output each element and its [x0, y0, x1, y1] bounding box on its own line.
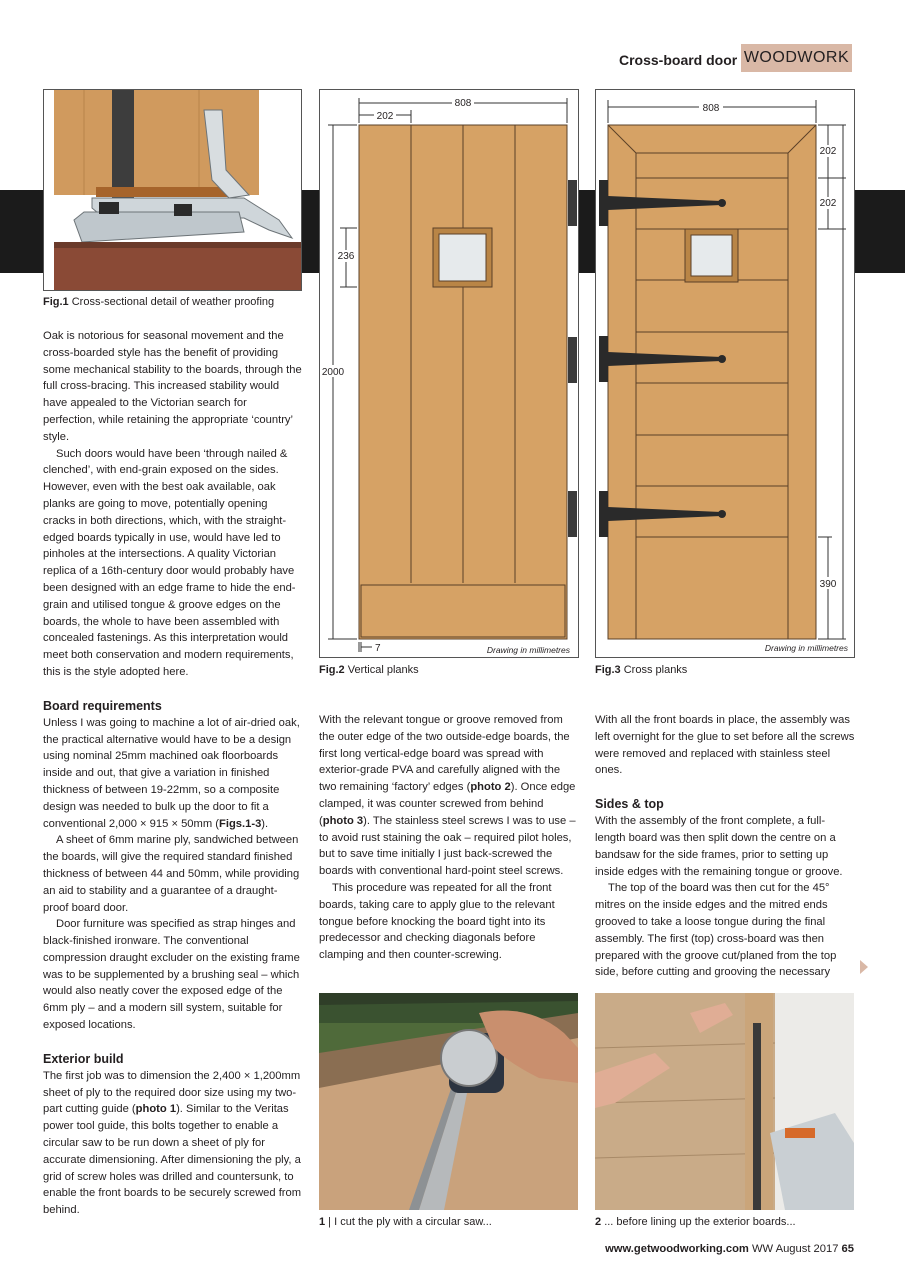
heading-sides-top: Sides & top — [595, 797, 664, 812]
fig2-vertical-planks-drawing — [319, 89, 579, 658]
photo2-caption — [595, 1216, 796, 1228]
footer-url[interactable]: www.getwoodworking.com — [605, 1243, 749, 1255]
photo3-reference: photo 3 — [322, 814, 364, 827]
decorative-band-right — [854, 190, 905, 273]
body-column-2 — [319, 712, 579, 964]
body-column-3 — [595, 712, 855, 981]
col3-paragraph-2: With the assembly of the front complete, a full-length board was then split down the centre on a bandsaw for the side frames, prior to setting up inside edges with the remaining tongue or groove. — [595, 815, 843, 878]
col1-paragraph-5: Door furniture was specified as strap hinges and black-finished ironware. The conventional compression draught excluder on the existing frame was to be supplemented by a brushing seal – which would also neatly cover the exposed edge of the 6mm ply – and a modern sill system, suitable for exposed locations. — [43, 918, 300, 1032]
fig3-illustration — [596, 90, 854, 657]
fig3-caption — [595, 664, 687, 676]
photo1-caption-text: I cut the ply with a circular saw... — [334, 1216, 492, 1228]
fig2-illustration — [320, 90, 578, 657]
section-tag: WOODWORK — [741, 44, 852, 72]
photo2-number: 2 — [595, 1216, 602, 1228]
decorative-band-left — [0, 190, 44, 273]
figs-reference: Figs.1-3 — [219, 817, 262, 830]
fig3-dim-top1: 202 — [819, 146, 837, 157]
page-footer — [605, 1243, 854, 1255]
col3-paragraph-3: The top of the board was then cut for the 45° mitres on the inside edges and the mitred ends grooved to take a loose tongue during the final assembly. The first (top) cross-board was then prepared with the groove cut/planed from the top side, before cutting and grooving the necessary — [595, 882, 837, 979]
photo2-image — [595, 993, 854, 1210]
col1-paragraph-1: Oak is notorious for seasonal movement and the cross-boarded style has the benefit of providing some mechanical stability to the boards, through the full cross-bracing. This increased stability would have appealed to the Victorian search for perfection, while retaining the appropriate ‘country’ style. — [43, 330, 302, 443]
decorative-band-gap-2 — [578, 190, 595, 273]
fig2-dim-plank: 202 — [376, 111, 394, 122]
photo1-reference: photo 1 — [135, 1103, 177, 1116]
col1-paragraph-2: Such doors would have been ‘through nailed & clenched’, with end-grain exposed on the sides. However, even with the best oak available, oak planks are going to move, potentially opening cracks in both directions, which, with the straight-edged boards typically in use, would have led to pinholes at the intersections. A quality Victorian replica of a 16th-century door would probably have been designed with an edge frame to hide the end-grain and utilised tongue & groove edges on the boards, the whole to have been assembled with concealed fastenings. As this interpretation would meet both conservation and modern requirements, this is the style adopted here. — [43, 447, 296, 678]
photo1-image — [319, 993, 578, 1210]
col1-paragraph-3: Unless I was going to machine a lot of air-dried oak, the practical alternative would have to be a design using nominal 25mm machined oak floorboards inside and out, that give a variation in finished thickness of between 19-22mm, so a composite design was needed to bulk up the door to fit a conventional 2,000 × 915 × 50mm (Figs.1-3). — [43, 716, 300, 830]
decorative-band-gap-1 — [301, 190, 319, 273]
page-number: 65 — [841, 1243, 854, 1255]
fig3-dim-top2: 202 — [819, 198, 837, 209]
fig3-cross-planks-drawing — [595, 89, 855, 658]
body-column-1 — [43, 328, 302, 1219]
col2-paragraph-2: This procedure was repeated for all the front boards, taking care to apply glue to the relevant tongue before knocking the board tight into its predecessor and checking diagonals before clamping and then counter-screwing. — [319, 881, 555, 962]
photo2-reference: photo 2 — [470, 781, 511, 794]
fig2-dim-window: 236 — [337, 251, 355, 262]
fig3-units-note: Drawing in millimetres — [764, 643, 848, 653]
fig2-dim-height: 2000 — [321, 367, 345, 378]
col1-paragraph-4: A sheet of 6mm marine ply, sandwiched between the boards, will give the required standard finished thickness of between 44 and 50mm, while providing an aid to stability and a guarantee of a draught-proof board door. — [43, 834, 300, 914]
footer-issue: WW August 2017 — [752, 1243, 839, 1255]
col1-paragraph-6: The first job was to dimension the 2,400 × 1,200mm sheet of ply to the required door size using my two-part cutting guide (photo 1). Similar to the Veritas power tool guide, this bolts together to enable a circular saw to be run down a sheet of ply for accurate dimensioning. After dimensioning the ply, a grid of screw holes was drilled and countersunk, to enable the front boards to be securely screwed from behind. — [43, 1069, 302, 1217]
fig1-caption-text: Cross-sectional detail of weather proofing — [71, 296, 275, 308]
photo1-circular-saw — [319, 993, 578, 1210]
fig3-caption-text: Cross planks — [623, 664, 688, 676]
fig1-illustration — [44, 90, 301, 290]
continue-arrow-icon — [860, 960, 868, 974]
fig1-weatherproofing-diagram — [43, 89, 302, 291]
fig3-label: Fig.3 — [595, 664, 621, 676]
fig2-dim-width: 808 — [454, 98, 472, 109]
fig2-caption — [319, 664, 419, 676]
fig2-units-note: Drawing in millimetres — [486, 645, 570, 655]
fig2-dim-gap: 7 — [375, 643, 381, 654]
photo1-caption: 1 | I cut the ply with a circular saw... — [319, 1216, 492, 1228]
heading-board-requirements: Board requirements — [43, 698, 162, 713]
fig1-caption — [43, 296, 274, 308]
fig3-dim-bottom: 390 — [819, 579, 837, 590]
fig3-dim-width: 808 — [702, 103, 720, 114]
heading-exterior-build: Exterior build — [43, 1051, 124, 1066]
photo2-caption-text: ... before lining up the exterior boards... — [604, 1216, 796, 1228]
col3-paragraph-1: With all the front boards in place, the assembly was left overnight for the glue to set before all the screws were removed and replaced with stainless steel ones. — [595, 714, 855, 777]
fig2-caption-text: Vertical planks — [347, 664, 419, 676]
fig1-label: Fig.1 — [43, 296, 69, 308]
col2-paragraph-1: With the relevant tongue or groove removed from the outer edge of the two outside-edge boards, the first long vertical-edge board was spread with exterior-grade PVA and carefully aligned with the two remaining ‘factory’ edges (photo 2). Once edge clamped, it was counter screwed from behind (photo 3). The stainless steel screws I was to use – to avoid rust staining the oak – required pilot holes, but to save time initially I just back-screwed the boards with conventional hard-point steel screws. — [319, 714, 576, 878]
fig2-label: Fig.2 — [319, 664, 345, 676]
photo1-number: 1 — [319, 1216, 326, 1228]
photo2-lining-boards — [595, 993, 854, 1210]
running-head-title: Cross-board door — [619, 52, 738, 68]
